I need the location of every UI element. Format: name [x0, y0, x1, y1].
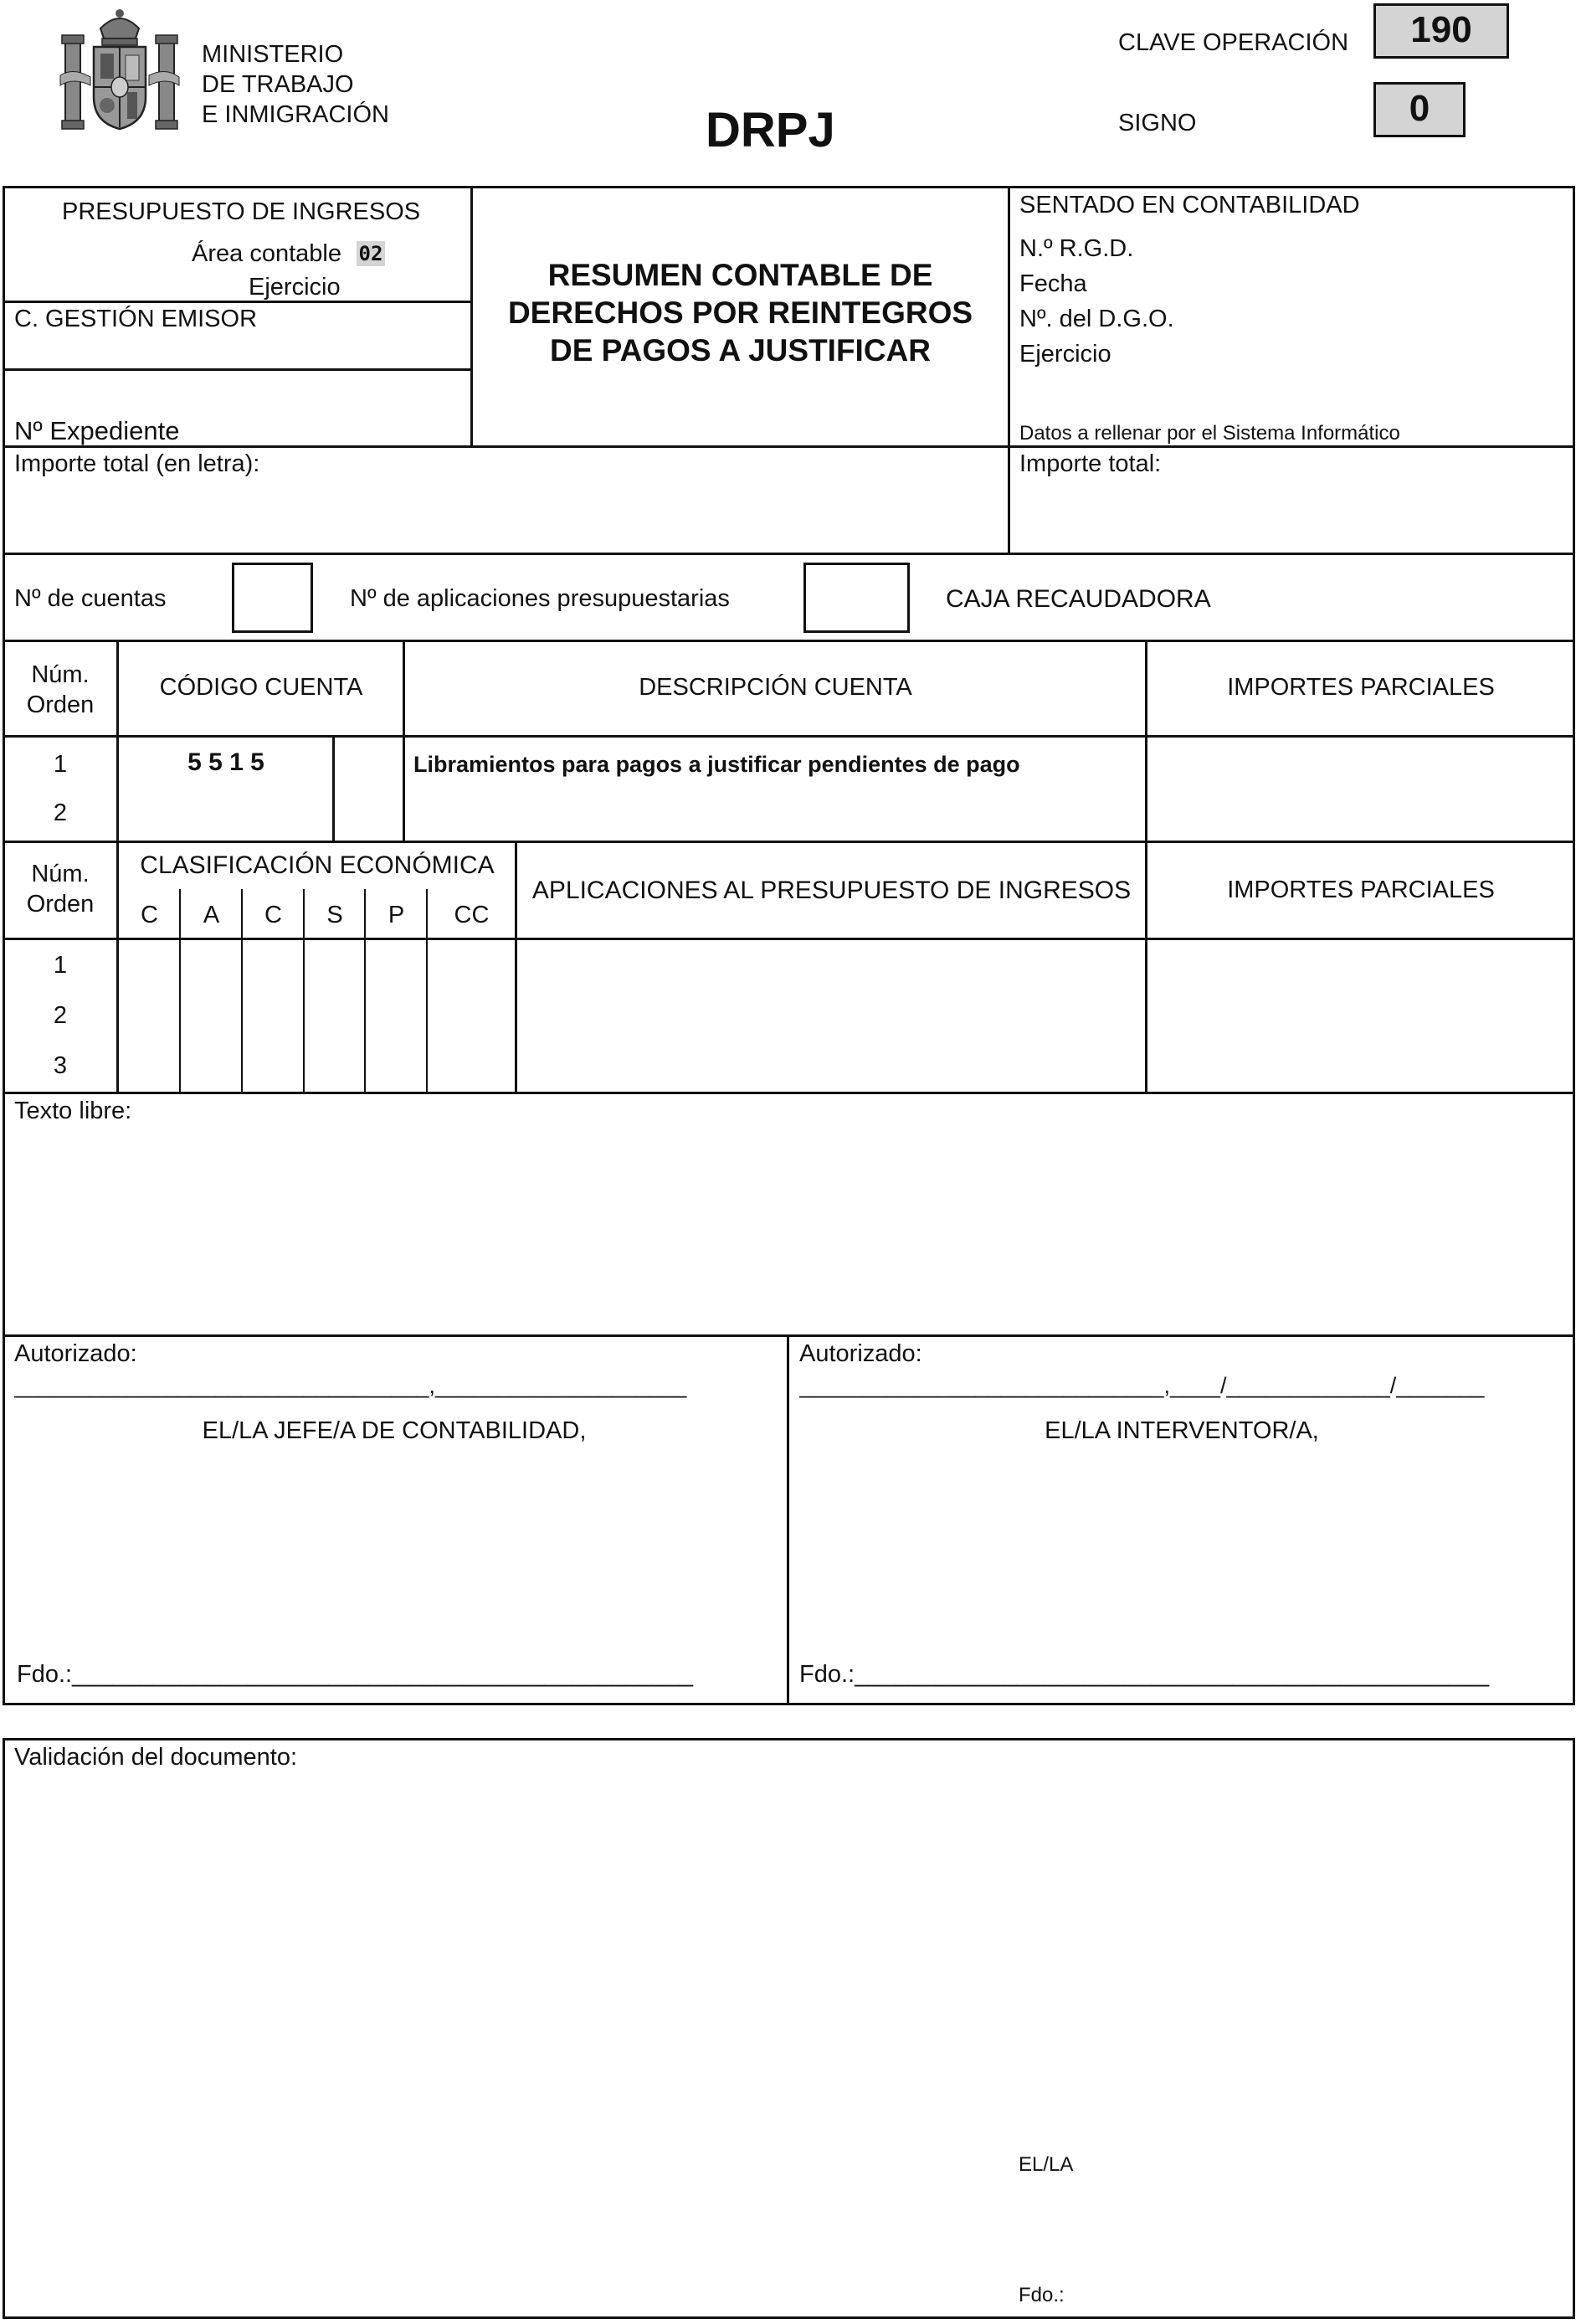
right-fdo-line[interactable]: Fdo.:_______________________________________________	[799, 1661, 1490, 1688]
coat-of-arms-icon	[57, 5, 182, 132]
aplicaciones-presupuesto-header: APLICACIONES AL PRESUPUESTO DE INGRESOS	[531, 877, 1132, 904]
aplicaciones-row-1-num: 1	[53, 952, 68, 979]
clasif-col-p: P	[388, 902, 405, 928]
clasif-col-c2: C	[264, 902, 282, 928]
cuentas-num-label: Núm.	[31, 661, 90, 688]
aplicaciones-entry-area[interactable]	[517, 940, 1144, 1093]
sentado-contabilidad: SENTADO EN CONTABILIDAD	[1019, 192, 1360, 219]
left-fdo-line[interactable]: Fdo.:______________________________________________	[17, 1661, 693, 1688]
right-place-date-line[interactable]: _____________________________,____/_____________/_______	[799, 1373, 1485, 1398]
form-title-line-3: DE PAGOS A JUSTIFICAR	[549, 333, 931, 368]
cuentas-row-1-descripcion: Libramientos para pagos a justificar pendientes de pago	[413, 752, 1020, 777]
area-contable-value: 02	[357, 241, 385, 266]
ejercicio-field[interactable]: Ejercicio	[249, 274, 341, 301]
aplicaciones-row-2-num: 2	[53, 1002, 68, 1029]
num-aplicaciones-input[interactable]	[803, 563, 910, 633]
cuentas-row-1-codigo: 5 5 1 5	[187, 748, 264, 776]
num-cuentas-label: Nº de cuentas	[14, 585, 167, 612]
clave-operacion-label: CLAVE OPERACIÓN	[1118, 29, 1349, 56]
left-place-date-line[interactable]: _________________________________,____________________	[14, 1373, 687, 1398]
clasif-col-s: S	[326, 902, 343, 928]
validacion-frame	[3, 1738, 1575, 2319]
aplicaciones-num-orden-header	[3, 859, 118, 919]
right-autorizado-label: Autorizado:	[799, 1340, 922, 1367]
presupuesto-ingresos: PRESUPUESTO DE INGRESOS	[62, 198, 421, 225]
jefe-contabilidad-role: EL/LA JEFE/A DE CONTABILIDAD,	[202, 1417, 587, 1444]
form-title-line-1: RESUMEN CONTABLE DE	[547, 258, 933, 292]
cuentas-row-2-importe[interactable]	[1147, 787, 1573, 839]
texto-libre-label: Texto libre:	[14, 1098, 132, 1124]
cuentas-row-1-importe[interactable]	[1147, 738, 1573, 784]
ministry-line-1: MINISTERIO	[202, 41, 344, 68]
ministry-line-3: E INMIGRACIÓN	[202, 101, 389, 128]
gestion-emisor-field[interactable]: C. GESTIÓN EMISOR	[14, 306, 258, 332]
form-title-line-2: DERECHOS POR REINTEGROS	[507, 296, 973, 330]
clave-operacion-value: 190	[1373, 3, 1509, 59]
texto-libre-area[interactable]	[5, 1130, 1573, 1331]
area-contable-label: Área contable	[192, 240, 341, 267]
clasificacion-economica-header: CLASIFICACIÓN ECONÓMICA	[140, 851, 495, 879]
cuentas-row-2-num: 2	[53, 800, 68, 826]
descripcion-cuenta-header: DESCRIPCIÓN CUENTA	[639, 674, 912, 701]
ministry-line-2: DE TRABAJO	[202, 71, 354, 98]
clasif-col-a: A	[203, 902, 220, 928]
importe-letra-field[interactable]: Importe total (en letra):	[14, 450, 260, 477]
rgd-field[interactable]: N.º R.G.D.	[1019, 235, 1134, 262]
validacion-label: Validación del documento:	[14, 1744, 298, 1771]
left-autorizado-label: Autorizado:	[14, 1340, 137, 1367]
signo-value: 0	[1373, 82, 1466, 137]
form-title	[473, 256, 1008, 369]
cuentas-importes-header: IMPORTES PARCIALES	[1227, 674, 1495, 701]
expediente-field[interactable]: Nº Expediente	[14, 416, 180, 445]
num-cuentas-input[interactable]	[232, 563, 313, 633]
ejercicio-contabilidad-field[interactable]: Ejercicio	[1019, 341, 1111, 368]
clasif-col-cc: CC	[454, 902, 490, 928]
caja-recaudadora: CAJA RECAUDADORA	[946, 585, 1211, 613]
fecha-field[interactable]: Fecha	[1019, 270, 1087, 297]
signo-label: SIGNO	[1118, 110, 1197, 136]
aplicaciones-num-label: Núm.	[31, 861, 90, 887]
aplicaciones-row-3-num: 3	[53, 1052, 68, 1079]
interventor-role: EL/LA INTERVENTOR/A,	[1045, 1417, 1319, 1444]
cuentas-orden-label: Orden	[26, 692, 95, 718]
validacion-fdo: Fdo.:	[1019, 2284, 1065, 2306]
aplicaciones-importes-area[interactable]	[1147, 940, 1573, 1093]
clasif-col-c1: C	[141, 902, 158, 928]
aplicaciones-importes-header: IMPORTES PARCIALES	[1227, 877, 1495, 903]
dgo-field[interactable]: Nº. del D.G.O.	[1019, 306, 1174, 332]
num-aplicaciones-label: Nº de aplicaciones presupuestarias	[350, 585, 730, 612]
codigo-cuenta-header: CÓDIGO CUENTA	[159, 674, 363, 701]
cuentas-row-1-num: 1	[53, 751, 68, 778]
cuentas-num-orden-header	[3, 660, 118, 720]
validacion-el-la: EL/LA	[1019, 2153, 1074, 2176]
datos-sistema-note: Datos a rellenar por el Sistema Informático	[1019, 422, 1400, 445]
form-code: DRPJ	[706, 103, 835, 157]
importe-total-field[interactable]: Importe total:	[1019, 450, 1162, 477]
aplicaciones-orden-label: Orden	[26, 891, 95, 918]
